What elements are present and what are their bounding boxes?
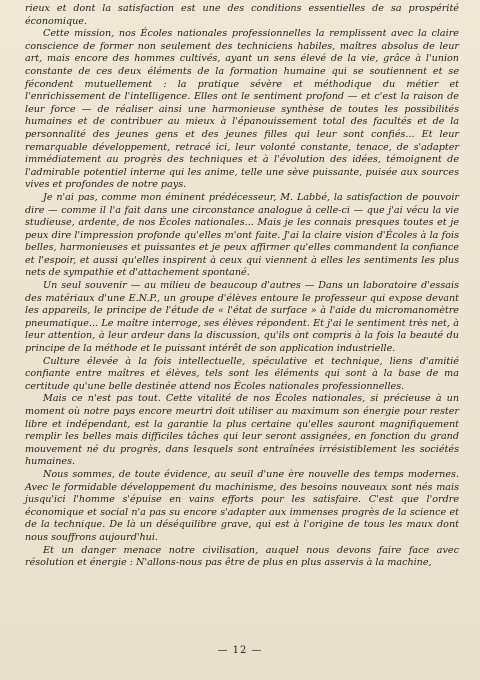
paragraph-1: rieux et dont la satisfaction est une des conditions essentielles de sa prospérité économique. [25, 3, 459, 27]
paragraph-3: Je n'ai pas, comme mon éminent prédécesseur, M. Labbé, la satisfaction de pouvoir dire — comme il l'a fait dans une circonstance analogue à celle-ci — que j'ai vécu la vie studieuse, ardente, de nos Écoles nationales... Mais je les connais presques toutes et je peux dire l'impression profonde qu'elles m'ont faite. J'ai la claire vision d'Écoles à la fois belles, harmonieuses et puissantes et je peux affirmer qu'elles commandent la confiance et l'espoir, et aussi qu'elles inspirent à ceux qui viennent à elles les sentiments les plus nets de sympathie et d'attachement spontané. [25, 191, 459, 279]
paragraph-6: Mais ce n'est pas tout. Cette vitalité de nos Écoles nationales, si précieuse à un moment où notre pays encore meurtri doit utiliser au maximum son énergie pour rester libre et indépendant, est la garantie la plus certaine qu'elles sauront magnifiquement remplir les belles mais difficiles tâches qui leur seront assignées, en fonction du grand mouvement né du progrès, dans lesquels sont entraînées irrésistiblement les sociétés humaines. [25, 393, 459, 468]
paragraph-8: Et un danger menace notre civilisation, auquel nous devons faire face avec résolution et énergie : N'allons-nous pas être de plus en plus asservis à la machine, [25, 544, 459, 569]
body-text [25, 3, 459, 570]
paragraph-4: Un seul souvenir — au milieu de beaucoup d'autres — Dans un laboratoire d'essais des matériaux d'une E.N.P., un groupe d'élèves entoure le professeur qui expose devant les appareils, le principe de l'étude de « l'état de surface » à l'aide du micromanomètre pneumatique... Le maître interroge, ses élèves répondent. Et j'ai le sentiment très net, à leur attention, à leur ardeur dans la discussion, qu'ils ont compris à la fois la beauté du principe de la méthode et le puissant intérêt de son application industrielle. [25, 280, 459, 355]
paragraph-5: Culture élevée à la fois intellectuelle, spéculative et technique, liens d'amitié confiante entre maîtres et élèves, tels sont les éléments qui sont à la base de ma certitude qu'une belle destinée attend nos Écoles nationales professionnelles. [25, 355, 459, 392]
paragraph-7: Nous sommes, de toute évidence, au seuil d'une ère nouvelle des temps modernes. Avec le formidable développement du machinisme, des besoins nouveaux sont nés mais jusqu'ici l'homme s'épuise en vains efforts pour les satisfaire. C'est que l'ordre économique et social n'a pas su encore s'adapter aux immenses progrès de la science et de la technique. De là un déséquilibre grave, qui est à l'origine de tous les maux dont nous souffrons aujourd'hui. [25, 468, 459, 543]
paragraph-2: Cette mission, nos Écoles nationales professionnelles la remplissent avec la claire conscience de former non seulement des techniciens habiles, maîtres absolus de leur art, mais encore des hommes cultivés, ayant un sens élevé de la vie, grâce à l'union constante de ces deux éléments de la formation humaine qui se soutiennent et se fécondent mutuellement : la pratique sévère et méthodique du métier et l'enrichissement de l'intelligence. Elles ont le sentiment profond — et c'est la raison de leur force — de réaliser ainsi une harmonieuse synthèse de toutes les possibilités humaines et de contribuer au mieux à l'épanouissement total des facultés et de la personnalité des jeunes gens et des jeunes filles qui leur sont confiés... Et leur remarquable développement, retracé ici, leur volonté constante, tenace, de s'adapter immédiatement au progrès des techniques et à l'évolution des idées, témoignent de l'admirable potentiel interne qui les anime, telle une sève puissante, puisée aux sources vives et profondes de notre pays. [25, 28, 459, 191]
page-number: — 12 — [217, 645, 263, 656]
